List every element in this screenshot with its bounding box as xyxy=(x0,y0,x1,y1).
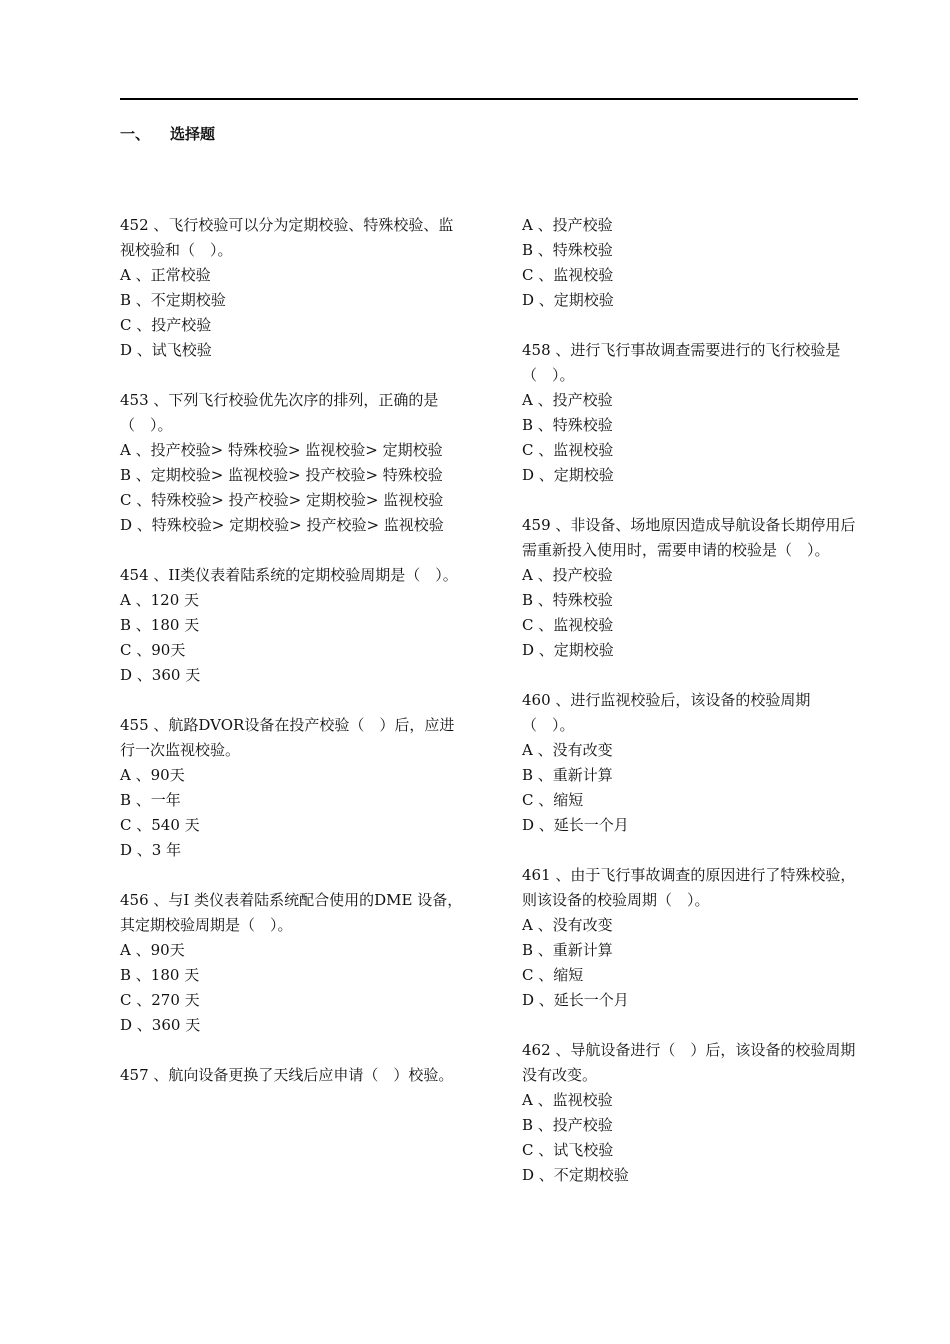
answer-option: D 、定期校验 xyxy=(522,466,614,484)
question-block xyxy=(120,563,465,688)
header-rule xyxy=(120,98,858,100)
answer-option: B 、180 天 xyxy=(120,966,200,984)
question-stem: 454 、II类仪表着陆系统的定期校验周期是（ ）。 xyxy=(120,566,458,584)
answer-option: B 、特殊校验 xyxy=(522,241,613,259)
answer-option: B 、不定期校验 xyxy=(120,291,226,309)
question-block xyxy=(522,863,862,1013)
answer-option: C 、试飞校验 xyxy=(522,1141,614,1159)
answer-option: C 、90天 xyxy=(120,641,186,659)
answer-option: D 、360 天 xyxy=(120,666,201,684)
answer-option: D 、定期校验 xyxy=(522,641,614,659)
question-block xyxy=(120,388,465,538)
answer-option: A 、投产校验> 特殊校验> 监视校验> 定期校验 xyxy=(120,441,443,459)
answer-option: B 、一年 xyxy=(120,791,181,809)
answer-option: D 、3 年 xyxy=(120,841,182,859)
question-stem: 457 、航向设备更换了天线后应申请（ ）校验。 xyxy=(120,1066,454,1084)
answer-option: A 、监视校验 xyxy=(522,1091,613,1109)
answer-option: A 、投产校验 xyxy=(522,216,613,234)
right-column xyxy=(522,213,862,1213)
answer-option: A 、投产校验 xyxy=(522,391,613,409)
answer-option: B 、180 天 xyxy=(120,616,200,634)
answer-option: D 、延长一个月 xyxy=(522,816,629,834)
section-heading xyxy=(120,124,215,144)
answer-option: D 、不定期校验 xyxy=(522,1166,629,1184)
answer-option: A 、正常校验 xyxy=(120,266,211,284)
answer-option: C 、540 天 xyxy=(120,816,200,834)
question-stem: 460 、进行监视校验后，该设备的校验周期（ ）。 xyxy=(522,691,811,734)
answer-option: B 、重新计算 xyxy=(522,766,613,784)
answer-option: A 、90天 xyxy=(120,766,185,784)
question-stem: 453 、下列飞行校验优先次序的排列，正确的是（ ）。 xyxy=(120,391,439,434)
answer-option: A 、没有改变 xyxy=(522,916,613,934)
question-stem: 456 、与I 类仪表着陆系统配合使用的DME 设备，其定期校验周期是（ ）。 xyxy=(120,891,463,934)
question-block xyxy=(120,888,465,1038)
answer-option: D 、延长一个月 xyxy=(522,991,629,1009)
answer-option: C 、缩短 xyxy=(522,791,584,809)
answer-option: C 、投产校验 xyxy=(120,316,212,334)
answer-option: D 、特殊校验> 定期校验> 投产校验> 监视校验 xyxy=(120,516,444,534)
answer-option: B 、重新计算 xyxy=(522,941,613,959)
answer-option: C 、特殊校验> 投产校验> 定期校验> 监视校验 xyxy=(120,491,444,509)
left-column xyxy=(120,213,465,1113)
question-stem: 455 、航路DVOR设备在投产校验（ ）后，应进行一次监视校验。 xyxy=(120,716,455,759)
answer-option: C 、监视校验 xyxy=(522,266,614,284)
question-block xyxy=(522,338,862,488)
question-stem: 461 、由于飞行事故调查的原因进行了特殊校验，则该设备的校验周期（ ）。 xyxy=(522,866,856,909)
section-number: 一、 xyxy=(120,125,151,143)
question-block xyxy=(522,1038,862,1188)
answer-option: A 、投产校验 xyxy=(522,566,613,584)
question-block xyxy=(120,213,465,363)
answer-option: B 、投产校验 xyxy=(522,1116,613,1134)
question-block xyxy=(120,1063,465,1088)
question-block xyxy=(522,513,862,663)
answer-option: C 、监视校验 xyxy=(522,441,614,459)
question-block xyxy=(522,688,862,838)
answer-option: A 、90天 xyxy=(120,941,185,959)
section-title: 选择题 xyxy=(170,125,216,143)
answer-option: C 、缩短 xyxy=(522,966,584,984)
question-stem: 452 、飞行校验可以分为定期校验、特殊校验、监视校验和（ ）。 xyxy=(120,216,454,259)
answer-option: D 、360 天 xyxy=(120,1016,201,1034)
question-block xyxy=(120,713,465,863)
question-block xyxy=(522,213,862,313)
answer-option: B 、特殊校验 xyxy=(522,416,613,434)
answer-option: D 、定期校验 xyxy=(522,291,614,309)
answer-option: C 、监视校验 xyxy=(522,616,614,634)
question-stem: 459 、非设备、场地原因造成导航设备长期停用后需重新投入使用时，需要申请的校验是（ ）。 xyxy=(522,516,856,559)
answer-option: B 、定期校验> 监视校验> 投产校验> 特殊校验 xyxy=(120,466,443,484)
answer-option: D 、试飞校验 xyxy=(120,341,212,359)
answer-option: C 、270 天 xyxy=(120,991,200,1009)
answer-option: B 、特殊校验 xyxy=(522,591,613,609)
question-stem: 458 、进行飞行事故调查需要进行的飞行校验是（ ）。 xyxy=(522,341,841,384)
answer-option: A 、没有改变 xyxy=(522,741,613,759)
answer-option: A 、120 天 xyxy=(120,591,199,609)
question-stem: 462 、导航设备进行（ ）后，该设备的校验周期没有改变。 xyxy=(522,1041,856,1084)
